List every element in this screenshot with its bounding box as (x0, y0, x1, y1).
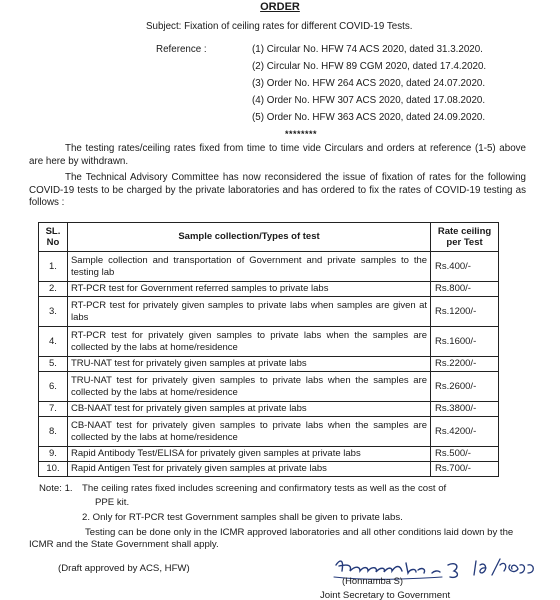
section-separator: ******** (285, 129, 318, 139)
reference-label: Reference : (156, 44, 207, 55)
row-sl: 4. (39, 327, 68, 357)
table-row (39, 402, 499, 417)
table-row (39, 372, 499, 402)
row-sl: 7. (39, 402, 68, 417)
note-2-text: 2. Only for RT-PCR test Government samples shall be given to private labs. (82, 512, 403, 523)
row-description: Rapid Antigen Test for privately given samples at private labs (67, 462, 430, 477)
row-rate: Rs.700/- (431, 462, 499, 477)
paragraph-withdrawal-text: The testing rates/ceiling rates fixed from time to time vide Circulars and orders at reference (1-5) above are here by withdrawn. (29, 143, 526, 167)
header-test-type: Sample collection/Types of test (67, 223, 430, 252)
row-sl: 8. (39, 417, 68, 447)
table-row (39, 417, 499, 447)
note-1-text: The ceiling rates fixed includes screening and confirmatory tests as well as the cost of (82, 483, 447, 494)
table-row (39, 447, 499, 462)
row-sl: 1. (39, 252, 68, 282)
rates-table (38, 222, 499, 477)
reference-item: (1) Circular No. HFW 74 ACS 2020, dated 31.3.2020. (252, 44, 483, 55)
row-description: TRU-NAT test for privately given samples at private labs (67, 357, 430, 372)
closing-paragraph (29, 527, 529, 552)
row-rate: Rs.2600/- (431, 372, 499, 402)
paragraph-committee (29, 172, 526, 210)
paragraph-withdrawal (29, 143, 526, 168)
row-rate: Rs.800/- (431, 282, 499, 297)
table-row (39, 327, 499, 357)
row-rate: Rs.500/- (431, 447, 499, 462)
row-sl: 9. (39, 447, 68, 462)
row-description: RT-PCR test for Government referred samples to private labs (67, 282, 430, 297)
reference-item: (5) Order No. HFW 363 ACS 2020, dated 24.09.2020. (252, 112, 486, 123)
row-description: RT-PCR test for privately given samples to private labs when samples are given at labs (67, 297, 430, 327)
closing-text: Testing can be done only in the ICMR approved laboratories and all other conditions laid down by the ICMR and the State Government shall apply. (29, 527, 514, 551)
table-row (39, 462, 499, 477)
note-1-continuation: PPE kit. (95, 497, 130, 508)
header-sl-no: SL. No (39, 223, 68, 252)
table-header-row (39, 223, 499, 252)
row-description: CB-NAAT test for privately given samples to private labs when the samples are collected by the labs at home/residence (67, 417, 430, 447)
signatory-designation: Joint Secretary to Government (320, 590, 451, 600)
document-title: ORDER (260, 1, 300, 13)
row-sl: 10. (39, 462, 68, 477)
row-sl: 3. (39, 297, 68, 327)
reference-item: (4) Order No. HFW 307 ACS 2020, dated 17.08.2020. (252, 95, 486, 106)
header-rate-ceiling: Rate ceiling per Test (431, 223, 499, 252)
row-description: Sample collection and transportation of Government and private samples to the testing lab (67, 252, 430, 282)
row-rate: Rs.400/- (431, 252, 499, 282)
row-rate: Rs.1600/- (431, 327, 499, 357)
subject-line: Subject: Fixation of ceiling rates for different COVID-19 Tests. (146, 21, 413, 32)
row-sl: 2. (39, 282, 68, 297)
reference-item: (3) Order No. HFW 264 ACS 2020, dated 24.07.2020. (252, 78, 486, 89)
row-description: TRU-NAT test for privately given samples to private labs when the samples are collected by the labs at home/residence (67, 372, 430, 402)
row-rate: Rs.3800/- (431, 402, 499, 417)
row-sl: 5. (39, 357, 68, 372)
row-sl: 6. (39, 372, 68, 402)
note-label: Note: 1. (39, 483, 73, 494)
row-rate: Rs.4200/- (431, 417, 499, 447)
draft-approval: (Draft approved by ACS, HFW) (58, 563, 190, 574)
row-rate: Rs.1200/- (431, 297, 499, 327)
row-description: RT-PCR test for privately given samples to private labs when the samples are collected by the labs at home/residence (67, 327, 430, 357)
paragraph-committee-text: The Technical Advisory Committee has now reconsidered the issue of fixation of rates for the following COVID-19 tests to be charged by the private laboratories and has ordered to fix the rates of COVID-19 testing as follows : (29, 172, 526, 209)
signatory-name: (Honnamba S) (342, 575, 403, 586)
row-description: CB-NAAT test for privately given samples at private labs (67, 402, 430, 417)
table-row (39, 252, 499, 282)
table-row (39, 357, 499, 372)
row-rate: Rs.2200/- (431, 357, 499, 372)
row-description: Rapid Antibody Test/ELISA for privately given samples at private labs (67, 447, 430, 462)
reference-item: (2) Circular No. HFW 89 CGM 2020, dated 17.4.2020. (252, 61, 487, 72)
table-row (39, 282, 499, 297)
table-row (39, 297, 499, 327)
